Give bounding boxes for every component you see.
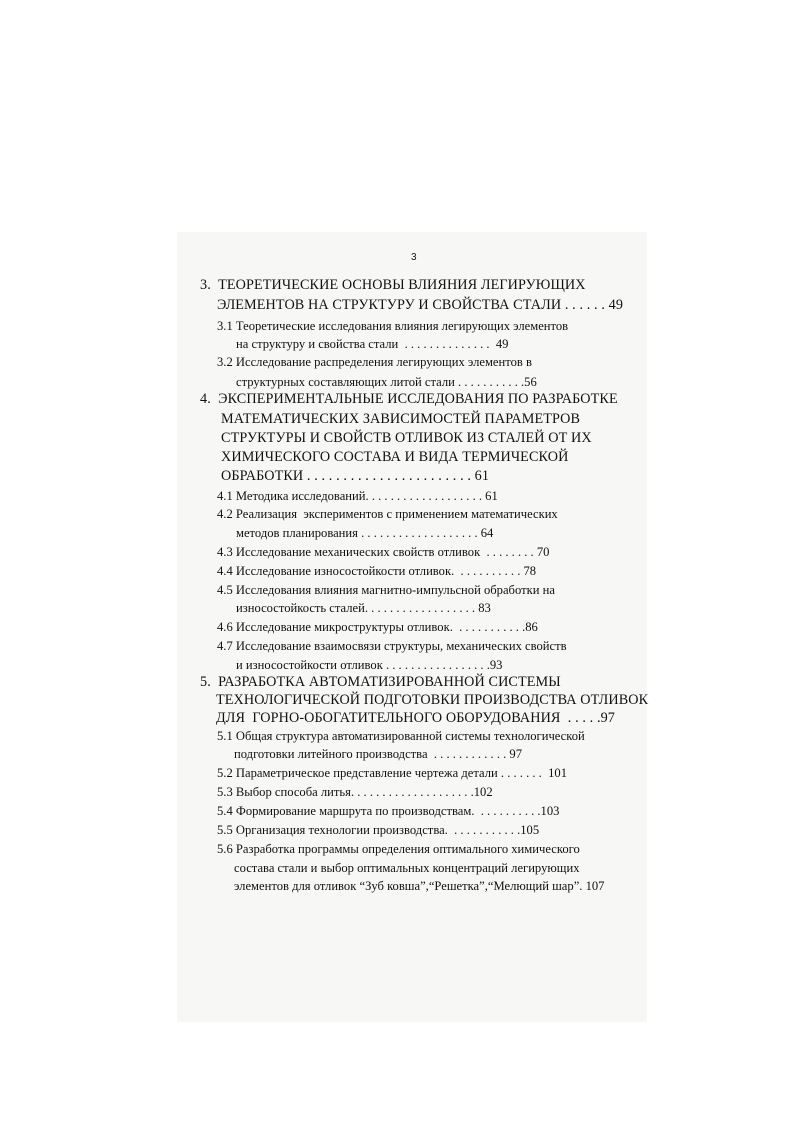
toc-chapter-4-title-line-3: СТРУКТУРЫ И СВОЙСТВ ОТЛИВОК ИЗ СТАЛЕЙ ОТ ИХ [221,430,592,446]
toc-chapter-4-title-line-1: 4. ЭКСПЕРИМЕНТАЛЬНЫЕ ИССЛЕДОВАНИЯ ПО РАЗРАБОТКЕ [200,391,618,407]
toc-section-4-5-line-1: 4.5 Исследования влияния магнитно-импульсной обработки на [217,583,555,597]
toc-section-3-1-line-2: на структуру и свойства стали . . . . . . . . . . . . . . 49 [236,337,509,351]
toc-section-4-2-line-1: 4.2 Реализация экспериментов с применением математических [217,507,558,521]
toc-section-4-3: 4.3 Исследование механических свойств отливок . . . . . . . . 70 [217,545,550,559]
toc-chapter-3-title-line-2: ЭЛЕМЕНТОВ НА СТРУКТУРУ И СВОЙСТВА СТАЛИ . . . . . . 49 [217,297,624,313]
page-number: 3 [411,252,417,263]
toc-section-5-4: 5.4 Формирование маршрута по производствам. . . . . . . . . . .103 [217,804,560,818]
toc-section-4-2-line-2: методов планирования . . . . . . . . . . . . . . . . . . . 64 [236,526,494,540]
toc-section-4-5-line-2: износостойкость сталей. . . . . . . . . . . . . . . . . . 83 [236,601,491,615]
toc-section-4-7-line-2: и износостойкости отливок . . . . . . . . . . . . . . . . .93 [236,658,503,672]
toc-section-5-1-line-2: подготовки литейного производства . . . . . . . . . . . . 97 [234,747,523,761]
toc-section-3-2-line-2: структурных составляющих литой стали . . . . . . . . . . .56 [236,375,537,389]
toc-chapter-4-title-line-5: ОБРАБОТКИ . . . . . . . . . . . . . . . . . . . . . . . 61 [221,468,490,484]
toc-chapter-4-title-line-4: ХИМИЧЕСКОГО СОСТАВА И ВИДА ТЕРМИЧЕСКОЙ [221,449,569,465]
toc-section-4-6: 4.6 Исследование микроструктуры отливок. . . . . . . . . . . .86 [217,620,538,634]
toc-chapter-5-title-line-1: 5. РАЗРАБОТКА АВТОМАТИЗИРОВАННОЙ СИСТЕМЫ [200,674,561,690]
toc-section-5-1-line-1: 5.1 Общая структура автоматизированной системы технологической [217,729,585,743]
toc-chapter-3-title-line-1: 3. ТЕОРЕТИЧЕСКИЕ ОСНОВЫ ВЛИЯНИЯ ЛЕГИРУЮЩИХ [200,277,586,293]
toc-chapter-5-title-line-2: ТЕХНОЛОГИЧЕСКОЙ ПОДГОТОВКИ ПРОИЗВОДСТВА ОТЛИВОК [216,692,649,708]
toc-section-5-5: 5.5 Организация технологии производства. . . . . . . . . . . .105 [217,823,540,837]
toc-section-4-7-line-1: 4.7 Исследование взаимосвязи структуры, механических свойств [217,639,567,653]
toc-section-5-6-line-3: элементов для отливок “Зуб ковша”,“Решетка”,“Мелющий шар”. 107 [234,879,605,893]
toc-section-4-1: 4.1 Методика исследований. . . . . . . . . . . . . . . . . . . 61 [217,489,498,503]
toc-section-5-2: 5.2 Параметрическое представление чертежа детали . . . . . . . 101 [217,766,568,780]
toc-section-5-3: 5.3 Выбор способа литья. . . . . . . . . . . . . . . . . . . .102 [217,785,493,799]
toc-section-4-4: 4.4 Исследование износостойкости отливок. . . . . . . . . . . 78 [217,564,537,578]
toc-chapter-5-title-line-3: ДЛЯ ГОРНО-ОБОГАТИТЕЛЬНОГО ОБОРУДОВАНИЯ . . . . .97 [216,710,615,726]
toc-section-3-2-line-1: 3.2 Исследование распределения легирующих элементов в [217,355,532,369]
toc-section-3-1-line-1: 3.1 Теоретические исследования влияния легирующих элементов [217,319,569,333]
toc-section-5-6-line-1: 5.6 Разработка программы определения оптимального химического [217,842,580,856]
toc-chapter-4-title-line-2: МАТЕМАТИЧЕСКИХ ЗАВИСИМОСТЕЙ ПАРАМЕТРОВ [221,411,581,427]
toc-section-5-6-line-2: состава стали и выбор оптимальных концентраций легирующих [234,861,580,875]
